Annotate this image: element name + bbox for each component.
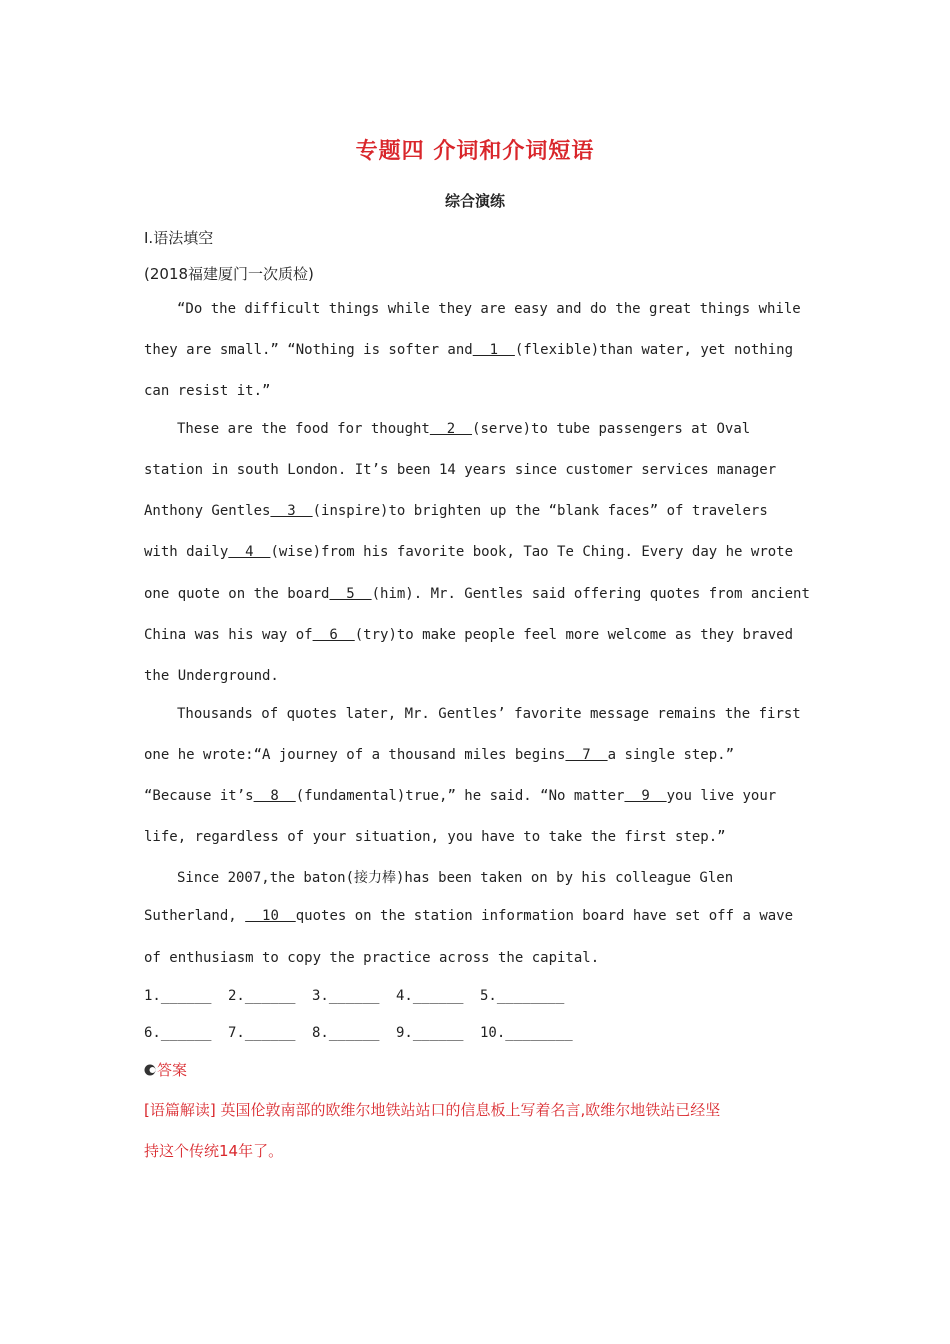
- blank-3[interactable]: 3: [270, 503, 313, 519]
- blank-5[interactable]: 5: [329, 586, 372, 602]
- blank-9[interactable]: 9: [624, 788, 667, 804]
- p2-line5: one quote on the board 5 (him). Mr. Gentles said offering quotes from ancient: [144, 586, 810, 602]
- p3-line3: “Because it’s 8 (fundamental)true,” he said. “No matter 9 you live your: [144, 788, 777, 804]
- answer-row-1: [144, 988, 564, 1004]
- answer-row-2: [144, 1025, 573, 1041]
- p4-line3: of enthusiasm to copy the practice across the capital.: [144, 950, 600, 966]
- p2-line1: These are the food for thought 2 (serve)to tube passengers at Oval: [177, 421, 751, 437]
- p2-line3: Anthony Gentles 3 (inspire)to brighten up the “blank faces” of travelers: [144, 503, 768, 519]
- answer-label: 答案: [157, 1061, 188, 1079]
- p3-line2: one he wrote:“A journey of a thousand miles begins 7 a single step.”: [144, 747, 735, 763]
- section-heading: Ⅰ.语法填空: [144, 229, 214, 247]
- blank-1[interactable]: 1: [472, 342, 515, 358]
- p1-line3: can resist it.”: [144, 383, 271, 399]
- answer-slot-7[interactable]: 7.______: [228, 1025, 296, 1041]
- p2-line7: the Underground.: [144, 668, 279, 684]
- p4-line2: Sutherland, 10 quotes on the station information board have set off a wave: [144, 908, 794, 924]
- p4-line1: Since 2007,the baton(接力棒)has been taken on by his colleague Glen: [177, 870, 734, 886]
- blank-6[interactable]: 6: [312, 627, 355, 643]
- p1-line2: they are small.” “Nothing is softer and 1 (flexible)than water, yet nothing: [144, 342, 794, 358]
- blank-10[interactable]: 10: [245, 908, 296, 924]
- answer-slot-10[interactable]: 10.________: [480, 1025, 573, 1041]
- p1-line1: “Do the difficult things while they are easy and do the great things while: [177, 301, 801, 317]
- p2-line4: with daily 4 (wise)from his favorite book, Tao Te Ching. Every day he wrote: [144, 544, 794, 560]
- p2-line6: China was his way of 6 (try)to make people feel more welcome as they braved: [144, 627, 794, 643]
- answer-icon: [144, 1062, 156, 1080]
- blank-7[interactable]: 7: [565, 747, 608, 763]
- p3-line4: life, regardless of your situation, you have to take the first step.”: [144, 829, 726, 845]
- answer-slot-1[interactable]: 1.______: [144, 988, 212, 1004]
- answer-slot-9[interactable]: 9.______: [396, 1025, 464, 1041]
- answer-slot-6[interactable]: 6.______: [144, 1025, 212, 1041]
- p3-line1: Thousands of quotes later, Mr. Gentles’ favorite message remains the first: [177, 706, 801, 722]
- answer-slot-2[interactable]: 2.______: [228, 988, 296, 1004]
- analysis-line1: [语篇解读] 英国伦敦南部的欧维尔地铁站站口的信息板上写着名言,欧维尔地铁站已经坚: [144, 1101, 721, 1119]
- analysis-line2: 持这个传统14年了。: [144, 1142, 284, 1160]
- answer-slot-5[interactable]: 5.________: [480, 988, 565, 1004]
- page-title: 专题四 介词和介词短语: [355, 139, 595, 164]
- answer-slot-4[interactable]: 4.______: [396, 988, 464, 1004]
- source-note: (2018福建厦门一次质检): [144, 265, 314, 283]
- blank-4[interactable]: 4: [228, 544, 271, 560]
- blank-2[interactable]: 2: [429, 421, 473, 437]
- blank-8[interactable]: 8: [253, 788, 296, 804]
- answer-slot-3[interactable]: 3.______: [312, 988, 380, 1004]
- page-subtitle: 综合演练: [444, 192, 505, 210]
- answer-heading: [144, 1059, 187, 1080]
- answer-slot-8[interactable]: 8.______: [312, 1025, 380, 1041]
- p2-line2: station in south London. It’s been 14 years since customer services manager: [144, 462, 777, 478]
